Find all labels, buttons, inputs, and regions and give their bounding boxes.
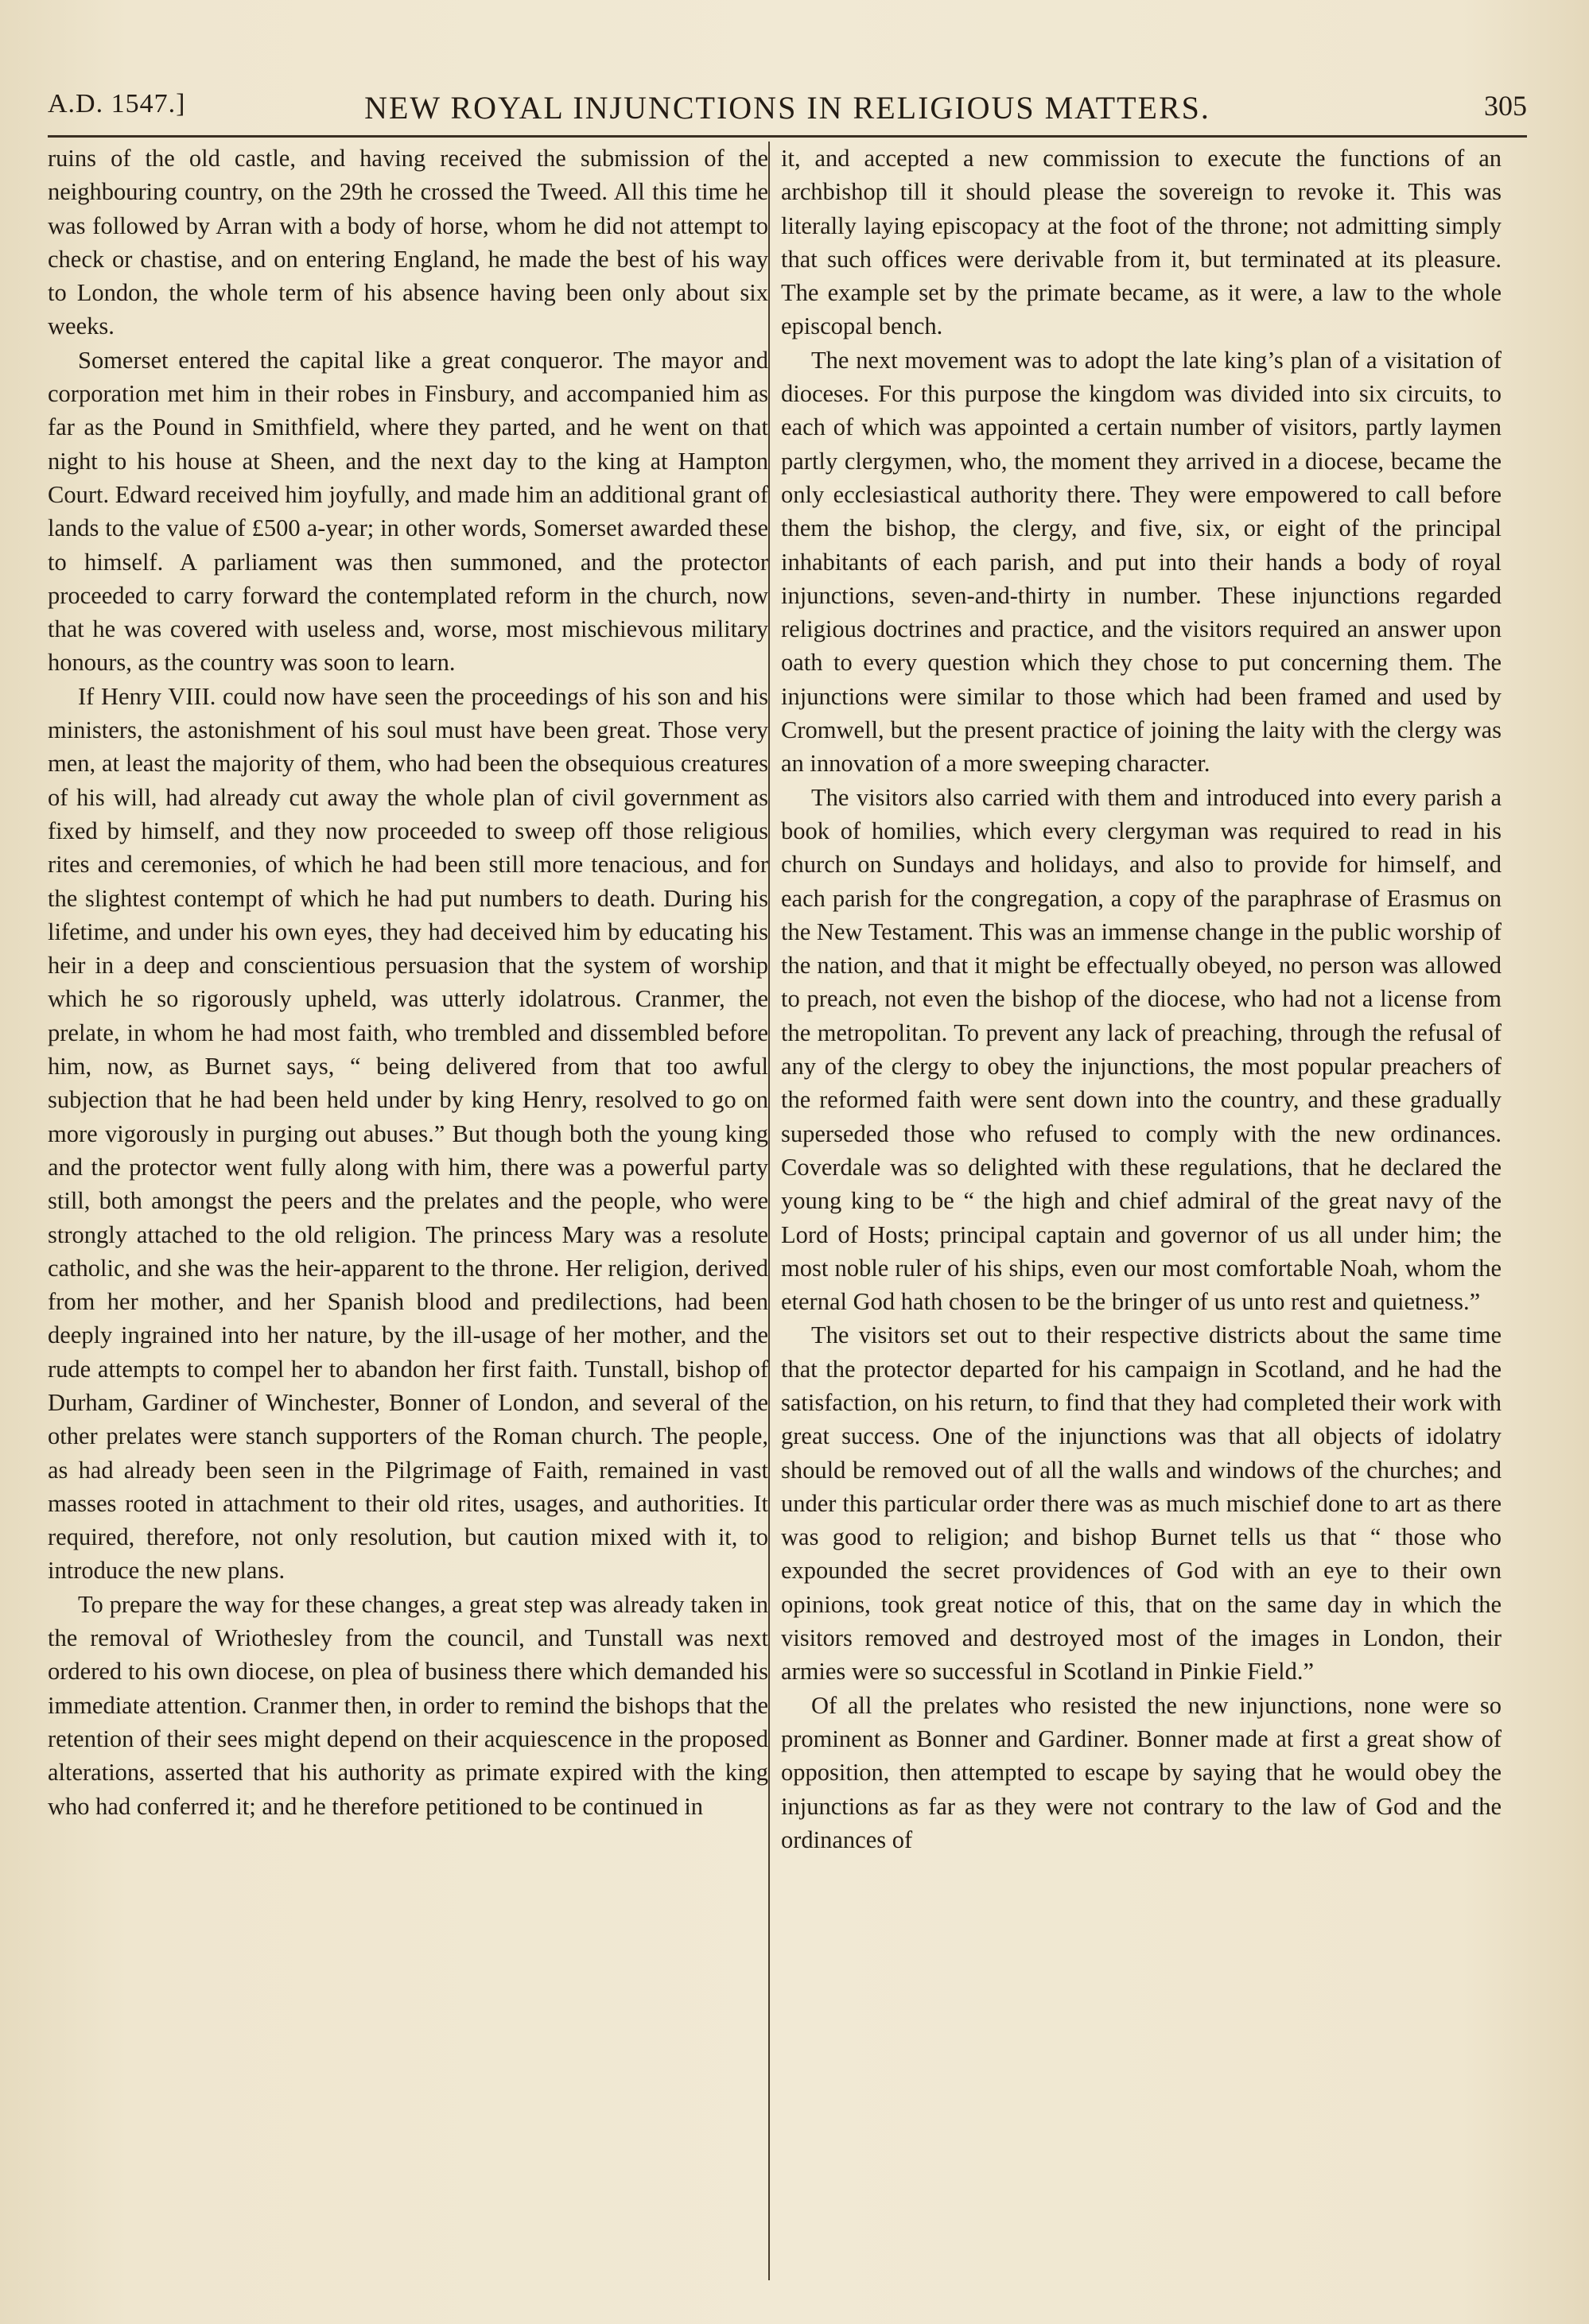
paragraph: Somerset entered the capital like a great conqueror. The mayor and corporation met him in their robes in Finsbury, and accompanied him as far as the Pound in Smithfield, where they parted, and he went on that night to his house at Sheen, and the next day to the king at Hampton Court. Edward received him joyfully, and made him an additional grant of lands to the value of £500 a-year; in other words, Somerset awarded these to himself. A parliament was then summoned, and the protector proceeded to carry forward the contemplated reform in the church, now that he was covered with useless and, worse, most mischievous military honours, as the country was soon to learn.: [48, 346, 768, 677]
paragraph: Of all the prelates who resisted the new injunctions, none were so prominent as Bonner and Gardiner. Bonner made at first a great show of opposition, then attempted to escape by saying that he would obey the injunctions as far as they were not contrary to the law of God and the ordinances of: [781, 1691, 1502, 1853]
paragraph: The visitors set out to their respective districts about the same time that the protector departed for his campaign in Scotland, and he had the satisfaction, on his return, to find that they had completed their work with great success. One of the injunctions was that all objects of idolatry should be removed out of all the walls and windows of the churches; and under this particular order there was as much mischief done to art as there was good to religion; and bishop Burnet tells us that “ those who expounded the secret providences of God with an eye to their own opinions, took great notice of this, that on the same day in which the visitors removed and destroyed most of the images in London, their armies were so successful in Scotland in Pinkie Field.”: [781, 1321, 1502, 1686]
running-header: [48, 89, 1527, 130]
left-column: [48, 142, 768, 2288]
paragraph: The next movement was to adopt the late king’s plan of a visitation of dioceses. For this purpose the kingdom was divided into six circuits, to each of which was appointed a certain number of visitors, partly laymen partly clergymen, who, the moment they arrived in a diocese, became the only ecclesiastical authority there. They were empowered to call before them the bishop, the clergy, and five, six, or eight of the principal inhabitants of each parish, and put into their hands a body of royal injunctions, seven-and-thirty in number. These injunctions regarded religious doctrines and practice, and the visitors required an answer upon oath to every question which they chose to put concerning them. The injunctions were similar to those which had been framed and used by Cromwell, but the present practice of joining the laity with the clergy was an innovation of a more sweeping character.: [781, 346, 1502, 778]
header-title: NEW ROYAL INJUNCTIONS IN RELIGIOUS MATTERS.: [364, 90, 1210, 126]
paragraph: The visitors also carried with them and introduced into every parish a book of homilies, which every clergyman was required to read in his church on Sundays and holidays, and also to provide for himself, and each parish for the congregation, a copy of the paraphrase of Erasmus on the New Testament. This was an immense change in the public worship of the nation, and that it might be effectually obeyed, no person was allowed to preach, not even the bishop of the diocese, who had not a license from the metropolitan. To prevent any lack of preaching, through the refusal of any of the clergy to obey the injunctions, the most popular preachers of the reformed faith were sent down into the country, and these gradually superseded those who refused to comply with the new ordinances. Coverdale was so delighted with these regulations, that he declared the young king to be “ the high and chief admiral of the great navy of the Lord of Hosts; principal captain and governor of us all under him; the most noble ruler of his ships, even our most comfortable Noah, whom the eternal God hath chosen to be the bringer of us unto rest and quietness.”: [781, 783, 1502, 1316]
paragraph: To prepare the way for these changes, a great step was already taken in the removal of Wriothesley from the council, and Tunstall was next ordered to his own diocese, on plea of business there which demanded his immediate attention. Cranmer then, in order to remind the bishops that the retention of their sees might depend on their acquiescence in the proposed alterations, asserted that his authority as primate expired with the king who had conferred it; and he therefore petitioned to be continued in: [48, 1590, 768, 1820]
right-column: [781, 142, 1502, 2288]
paragraph: If Henry VIII. could now have seen the proceedings of his son and his ministers, the astonishment of his soul must have been great. Those very men, at least the majority of them, who had been the obsequious creatures of his will, had already cut away the whole plan of civil government as fixed by himself, and they now proceeded to sweep off those religious rites and ceremonies, of which he had been still more tenacious, and for the slightest contempt of which he had put numbers to death. During his lifetime, and under his own eyes, they had deceived him by educating his heir in a deep and conscientious persuasion that the system of worship which he so rigorously upheld, was utterly idolatrous. Cranmer, the prelate, in whom he had most faith, who trembled and dissembled before him, now, as Burnet says, “ being delivered from that too awful subjection that he had been held under by king Henry, resolved to go on more vigorously in purging out abuses.” But though both the young king and the protector went fully along with him, there was a powerful party still, both amongst the peers and the prelates and the people, who were strongly attached to the old religion. The princess Mary was a resolute catholic, and she was the heir-apparent to the throne. Her religion, derived from her mother, and her Spanish blood and predilections, had been deeply ingrained into her nature, by the ill-usage of her mother, and the rude attempts to compel her to abandon her first faith. Tunstall, bishop of Durham, Gardiner of Winchester, Bonner of London, and several of the other prelates were stanch supporters of the Roman church. The people, as had already been seen in the Pilgrimage of Faith, remained in vast masses rooted in attachment to their old rites, usages, and authorities. It required, therefore, not only resolution, but caution mixed with it, to introduce the new plans.: [48, 682, 768, 1585]
header-rule: [48, 135, 1527, 138]
page-number: 305: [1484, 90, 1527, 122]
paragraph: ruins of the old castle, and having received the submission of the neighbouring country, on the 29th he crossed the Tweed. All this time he was followed by Arran with a body of horse, whom he did not attempt to check or chastise, and on entering England, he made the best of his way to London, the whole term of his absence having been only about six weeks.: [48, 145, 768, 340]
paragraph: it, and accepted a new commission to execute the functions of an archbishop till it should please the sovereign to revoke it. This was literally laying episcopacy at the foot of the throne; not admitting simply that such offices were derivable from it, but terminated at its pleasure. The example set by the primate became, as it were, a law to the whole episcopal bench.: [781, 145, 1502, 340]
header-date: A.D. 1547.]: [48, 89, 186, 118]
column-divider: [768, 142, 770, 2280]
